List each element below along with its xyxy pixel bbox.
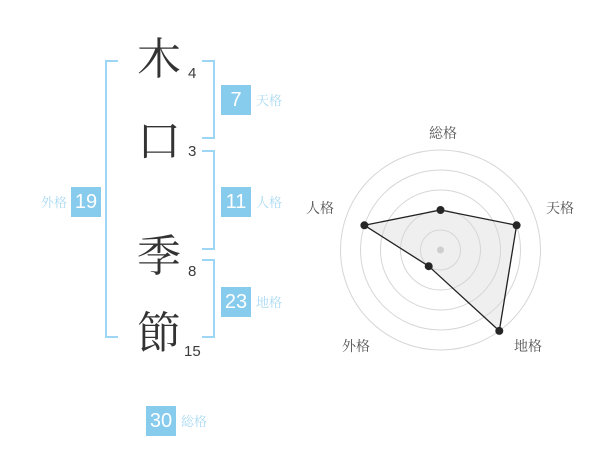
stroke-count-2: 3 <box>188 143 197 160</box>
tenkaku-bracket <box>202 60 215 139</box>
axis-label-tenkaku: 天格 <box>546 200 574 216</box>
chikaku-bracket <box>202 259 215 338</box>
gaikaku-bracket <box>105 60 118 338</box>
gaikaku-value-badge: 19 <box>71 187 101 217</box>
chikaku-label: 地格 <box>256 295 283 310</box>
name-character-3: 季 <box>137 232 181 281</box>
stroke-count-4: 15 <box>184 343 201 360</box>
radar-data-polygon <box>364 210 516 331</box>
tenkaku-label: 天格 <box>256 93 283 108</box>
stroke-count-1: 4 <box>188 65 197 82</box>
fortune-radar-chart <box>300 110 590 390</box>
stroke-count-3: 8 <box>188 263 197 280</box>
jinkaku-label: 人格 <box>256 195 283 210</box>
name-character-2: 口 <box>137 117 181 166</box>
jinkaku-value-badge: 11 <box>221 187 251 217</box>
tenkaku-value-badge: 7 <box>221 85 251 115</box>
axis-label-gaikaku: 外格 <box>342 338 370 354</box>
radar-chart-svg <box>300 110 590 390</box>
soukaku-label: 総格 <box>181 414 208 429</box>
chikaku-value-badge: 23 <box>221 287 251 317</box>
gaikaku-label: 外格 <box>40 195 67 210</box>
axis-label-chikaku: 地格 <box>514 338 542 354</box>
axis-label-soukaku: 総格 <box>429 125 457 141</box>
name-character-4: 節 <box>137 309 181 358</box>
name-character-1: 木 <box>137 35 181 84</box>
jinkaku-bracket <box>202 150 215 250</box>
soukaku-value-badge: 30 <box>146 406 176 436</box>
axis-label-jinkaku: 人格 <box>306 200 334 216</box>
